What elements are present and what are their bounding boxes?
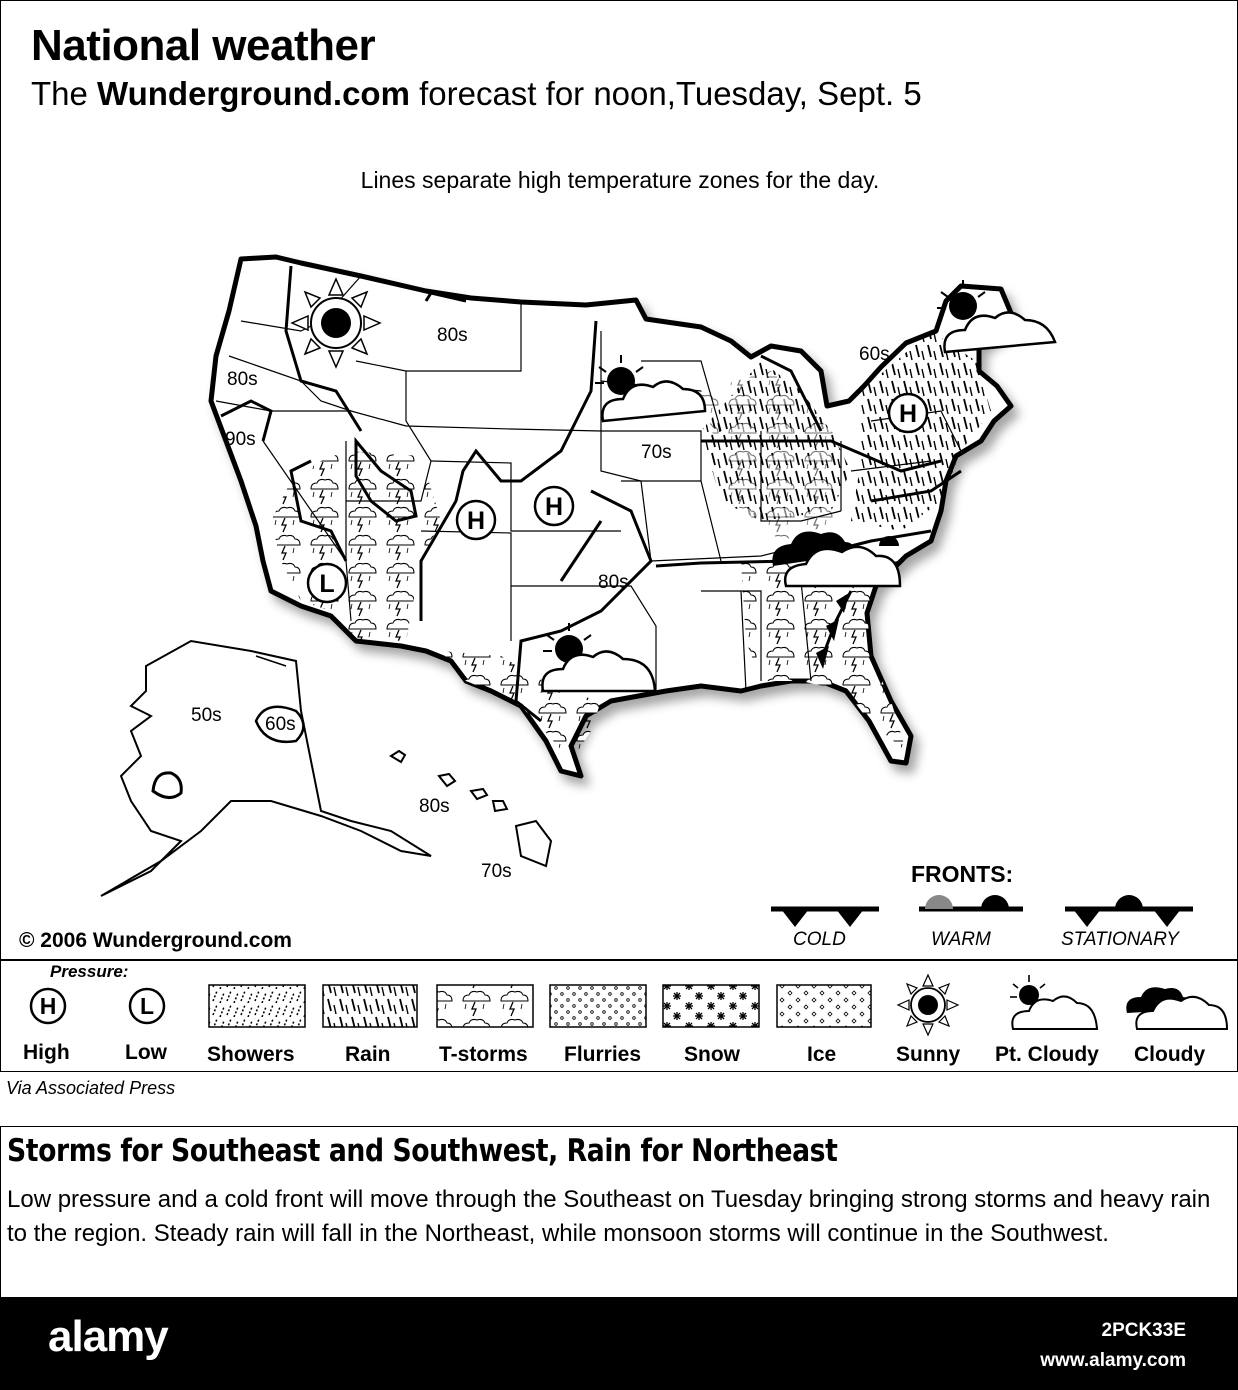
pressure-mark: H [898,400,918,428]
pressure-mark: H [466,507,486,535]
legend-label-snow: Snow [684,1043,740,1066]
cold-front-symbol [771,909,879,927]
legend-label-sunny: Sunny [896,1043,961,1066]
sun-icon [898,975,958,1035]
tstorms-pattern-icon [437,985,533,1027]
legend-glyph-low: L [139,993,155,1019]
low-pressure-icon [130,989,164,1023]
story-body: Low pressure and a cold front will move through the Southeast on Tuesday bringing strong storms and heavy rain to the region. Steady rain will fall in the Northeast, while monsoon storms will continue in the Southwest. [7,1186,1211,1247]
high-pressure-rockies-west [457,501,495,539]
subtitle-brand: Wunderground.com [97,75,410,112]
legend-label-tstorms: T-storms [439,1043,528,1066]
zone-label: 50s [191,705,222,726]
cloudy-icon [1126,987,1227,1029]
legend-label-cloudy: Cloudy [1134,1043,1206,1066]
zone-label: 80s [419,796,450,817]
photo-credit: Via Associated Press [6,1078,176,1098]
zone-label: 80s [598,572,629,593]
flurries-pattern-icon [550,985,646,1027]
low-pressure-sw [308,564,346,602]
sun-icon-northwest [292,279,380,367]
page-title: National weather [31,21,376,70]
fronts-heading: FRONTS: [911,861,1014,887]
zone-label: 60s [859,344,890,365]
zone-note: Lines separate high temperature zones for the day. [360,167,880,193]
warm-front-symbol [919,895,1023,909]
legend-label-low: Low [125,1041,167,1064]
zone-label: 70s [481,861,512,882]
zone-label: 80s [227,369,258,390]
zone-label: 80s [437,325,468,346]
story-box [0,1126,1238,1298]
weather-legend [0,960,1238,1072]
image-id: 2PCK33E [1101,1320,1186,1341]
pressure-mark: L [319,570,335,598]
copyright-notice: © 2006 Wunderground.com [19,929,292,952]
legend-label-showers: Showers [207,1043,295,1066]
alamy-logo: alamy [48,1312,168,1361]
subtitle-post: forecast for noon,Tuesday, Sept. 5 [409,75,922,112]
zone-label: 90s [225,429,256,450]
watermark-bar [0,1298,1238,1390]
legend-glyph-high: H [39,993,57,1019]
alaska-outline [101,641,431,896]
stationary-front-symbol [1065,895,1193,927]
high-pressure-ne [889,394,927,432]
legend-label-flurries: Flurries [564,1043,642,1066]
legend-label-pt-cloudy: Pt. Cloudy [995,1043,1099,1066]
rain-pattern-icon [323,985,417,1027]
partly-cloudy-icon [1010,975,1097,1029]
high-pressure-icon [31,989,65,1023]
legend-label-high: High [23,1041,70,1064]
front-label-stationary: STATIONARY [1061,929,1179,950]
watermark-site: www.alamy.com [1040,1350,1186,1371]
front-label-warm: WARM [931,929,991,950]
legend-pressure-heading: Pressure: [50,962,129,981]
pressure-mark: H [544,493,564,521]
legend-label-ice: Ice [807,1043,837,1066]
legend-label-rain: Rain [345,1043,391,1066]
front-label-cold: COLD [793,929,846,950]
weather-map [1,1,1237,959]
subtitle-pre: The [31,75,98,112]
high-pressure-rockies-east [535,487,573,525]
showers-pattern-icon [209,985,305,1027]
zone-label: 60s [265,714,296,735]
snow-pattern-icon [663,985,759,1027]
ice-pattern-icon [777,985,871,1027]
story-headline: Storms for Southeast and Southwest, Rain for Northeast [7,1133,838,1169]
zone-label: 70s [641,442,672,463]
